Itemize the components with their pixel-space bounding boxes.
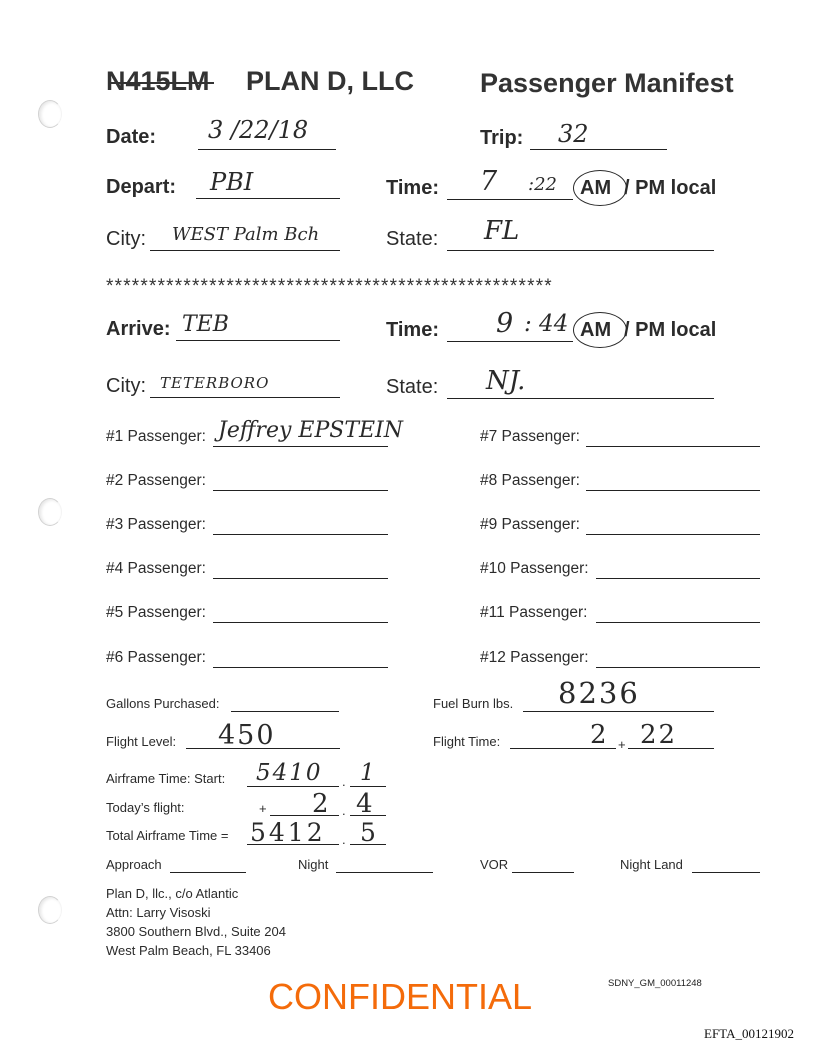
depart-state-line	[447, 250, 714, 251]
vor-label: VOR	[480, 857, 509, 872]
depart-time-line	[447, 199, 573, 200]
arrive-label: Arrive:	[106, 318, 171, 340]
passenger-11-line	[596, 622, 760, 623]
passenger-12-label: #12 Passenger:	[480, 649, 589, 666]
arrive-city-label: City:	[106, 375, 146, 397]
date-line	[198, 149, 336, 150]
gallons-label: Gallons Purchased:	[106, 696, 220, 711]
flight-level-value: 450	[218, 720, 276, 751]
passenger-7-label: #7 Passenger:	[480, 428, 580, 445]
address-line: Plan D, llc., c/o Atlantic	[106, 886, 239, 901]
passenger-5-line	[213, 622, 388, 623]
airframe-start-dec-line	[350, 786, 386, 787]
arrive-time-line	[447, 341, 573, 342]
passenger-9-label: #9 Passenger:	[480, 516, 580, 533]
depart-line	[196, 198, 340, 199]
todays-flight-plus: +	[259, 801, 267, 816]
asterisk-separator: ****************************************************	[106, 276, 553, 297]
efta-number: EFTA_00121902	[704, 1026, 794, 1041]
arrive-city-line	[150, 397, 340, 398]
depart-city-line	[150, 250, 340, 251]
depart-state-label: State:	[386, 228, 439, 250]
approach-line	[170, 872, 246, 873]
vor-line	[512, 872, 574, 873]
arrive-state-label: State:	[386, 376, 439, 398]
passenger-6-line	[213, 667, 388, 668]
arrive-state-value: NJ.	[486, 366, 526, 396]
trip-value: 32	[558, 120, 589, 148]
todays-flight-int-line	[270, 815, 339, 816]
total-airframe-dot: .	[342, 832, 346, 847]
todays-flight-int: 2	[312, 789, 329, 819]
todays-flight-label: Today’s flight:	[106, 800, 185, 815]
company-name: PLAN D, LLC	[246, 66, 414, 96]
passenger-11-label: #11 Passenger:	[480, 604, 588, 621]
arrive-pm-local: / PM local	[624, 319, 717, 341]
passenger-6-label: #6 Passenger:	[106, 649, 206, 666]
binder-hole	[38, 100, 62, 128]
binder-hole	[38, 896, 62, 924]
airframe-start-label: Airframe Time: Start:	[106, 771, 226, 786]
passenger-2-line	[213, 490, 388, 491]
passenger-4-label: #4 Passenger:	[106, 560, 206, 577]
passenger-3-line	[213, 534, 388, 535]
depart-state-value: FL	[484, 216, 520, 246]
total-airframe-int: 5412	[250, 818, 326, 847]
depart-minute: :22	[528, 174, 557, 195]
airframe-start-dot: .	[342, 774, 346, 789]
arrive-state-line	[447, 398, 714, 399]
todays-flight-dec: 4	[356, 789, 373, 819]
airframe-start-int: 5410	[256, 760, 323, 786]
flight-time-label: Flight Time:	[433, 734, 501, 749]
arrive-am: AM	[580, 319, 612, 341]
trip-label: Trip:	[480, 127, 524, 149]
passenger-2-label: #2 Passenger:	[106, 472, 206, 489]
depart-pm-local: / PM local	[624, 177, 717, 199]
airframe-start-dec: 1	[360, 760, 375, 786]
depart-city-value: WEST Palm Bch	[172, 224, 320, 245]
arrive-line	[176, 340, 340, 341]
passenger-1-value: Jeffrey EPSTEIN	[218, 418, 403, 443]
depart-city-label: City:	[106, 228, 146, 250]
date-value: 3 /22/18	[208, 116, 309, 144]
night-land-label: Night Land	[620, 857, 683, 872]
passenger-1-label: #1 Passenger:	[106, 428, 206, 445]
todays-flight-dot: .	[342, 803, 346, 818]
depart-value: PBI	[210, 168, 254, 196]
address-line: West Palm Beach, FL 33406	[106, 943, 271, 958]
passenger-5-label: #5 Passenger:	[106, 604, 206, 621]
passenger-4-line	[213, 578, 388, 579]
total-airframe-label: Total Airframe Time =	[106, 828, 229, 843]
depart-hour: 7	[480, 166, 498, 197]
airframe-start-int-line	[247, 786, 339, 787]
passenger-10-label: #10 Passenger:	[480, 560, 589, 577]
passenger-9-line	[586, 534, 760, 535]
flight-time-sep: +	[618, 737, 626, 752]
fuel-burn-line	[523, 711, 714, 712]
flight-time-minutes: 22	[640, 720, 678, 750]
bates-number: SDNY_GM_00011248	[608, 978, 702, 989]
arrive-minute: : 44	[524, 311, 569, 337]
night-label: Night	[298, 857, 329, 872]
fuel-burn-value: 8236	[558, 676, 640, 710]
fuel-burn-label: Fuel Burn lbs.	[433, 696, 514, 711]
passenger-1-line	[213, 446, 388, 447]
gallons-line	[231, 711, 339, 712]
flight-level-label: Flight Level:	[106, 734, 177, 749]
passenger-12-line	[596, 667, 760, 668]
depart-am: AM	[580, 177, 612, 199]
flight-time-hours: 2	[590, 720, 607, 750]
depart-time-label: Time:	[386, 177, 439, 199]
arrive-value: TEB	[182, 312, 229, 337]
binder-hole	[38, 498, 62, 526]
arrive-city-value: TETERBORO	[160, 374, 270, 392]
depart-label: Depart:	[106, 176, 177, 198]
passenger-7-line	[586, 446, 760, 447]
passenger-3-label: #3 Passenger:	[106, 516, 206, 533]
trip-line	[530, 149, 667, 150]
night-land-line	[692, 872, 760, 873]
arrive-hour: 9	[496, 308, 514, 339]
form-title: Passenger Manifest	[480, 68, 734, 98]
date-label: Date:	[106, 126, 157, 148]
strikethrough-mark	[108, 82, 214, 84]
address-block	[106, 884, 286, 960]
arrive-time-label: Time:	[386, 319, 439, 341]
passenger-10-line	[596, 578, 760, 579]
address-line: Attn: Larry Visoski	[106, 905, 211, 920]
address-line: 3800 Southern Blvd., Suite 204	[106, 924, 286, 939]
night-line	[336, 872, 433, 873]
total-airframe-dec: 5	[360, 818, 376, 847]
tail-number: N415LM	[106, 66, 210, 96]
passenger-8-line	[586, 490, 760, 491]
passenger-8-label: #8 Passenger:	[480, 472, 580, 489]
confidential-stamp: CONFIDENTIAL	[268, 976, 533, 1017]
approach-label: Approach	[106, 857, 162, 872]
